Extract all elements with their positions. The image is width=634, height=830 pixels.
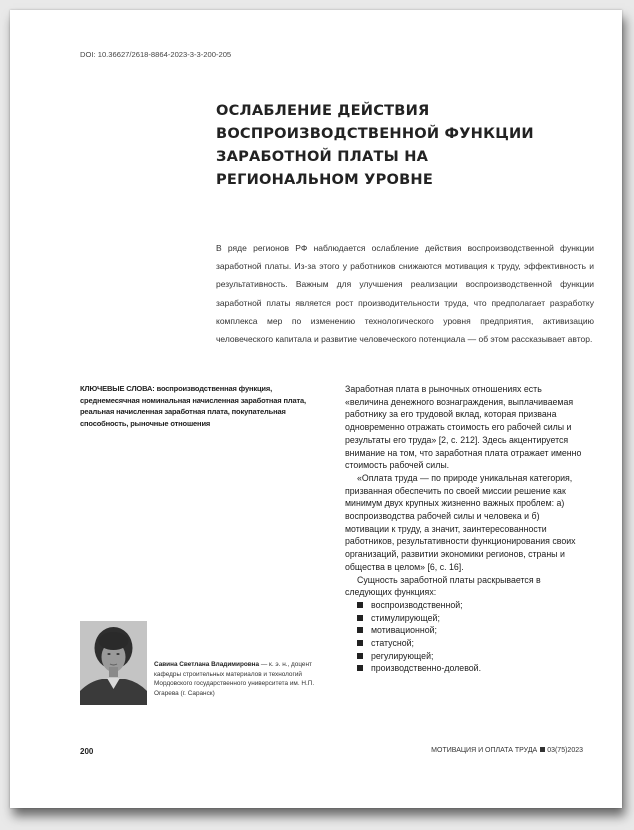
journal-page	[10, 10, 622, 808]
bullet-square-icon	[357, 665, 363, 671]
keywords-text: воспроизводственная функция, среднемесячная номинальная начисленная заработная плата, реальная начисленная заработная плата, покупательная способность, рыночные отношения	[80, 384, 306, 428]
author-photo	[80, 621, 147, 705]
list-item: воспроизводственной;	[357, 599, 583, 612]
list-item: стимулирующей;	[357, 612, 583, 625]
body-paragraph-2: «Оплата труда — по природе уникальная категория, призванная обеспечить по своей миссии решение как минимум двух крупных жизненно важных проблем: а) воспроизводства рабочей силы и человека и б) мотивации к труду, а значит, заинтересованности работников, результативности функционирования своих организаций, развитии экономики регионов, страны и общества в целом» [6, с. 16].	[345, 472, 576, 572]
page-number: 200	[80, 747, 94, 756]
list-item: мотивационной;	[357, 624, 583, 637]
square-separator-icon	[540, 747, 545, 752]
bullet-square-icon	[357, 627, 363, 633]
bullet-square-icon	[357, 640, 363, 646]
author-portrait-image	[80, 621, 147, 705]
list-item: статусной;	[357, 637, 583, 650]
functions-list	[345, 599, 583, 675]
body-paragraph-3: Сущность заработной платы раскрывается в следующих функциях:	[345, 574, 541, 598]
bullet-square-icon	[357, 653, 363, 659]
journal-issue: 03(75)2023	[547, 747, 583, 754]
keywords-block	[80, 383, 330, 429]
journal-name: МОТИВАЦИЯ И ОПЛАТА ТРУДА	[431, 747, 538, 754]
keywords-label: КЛЮЧЕВЫЕ СЛОВА:	[80, 384, 155, 393]
abstract: В ряде регионов РФ наблюдается ослабление действия воспроизводственной функции заработной платы. Из-за этого у работников снижаются мотивация к труду, эффективность и результативность. Важным для улучшения реализации воспроизводственной функции заработной платы является рост производительности труда, что предполагает разработку комплекса мер по изменению технологического уровня предприятия, активизацию человеческого капитала и развитие человеческого потенциала — об этом рассказывает автор.	[216, 243, 594, 345]
author-info	[154, 660, 334, 698]
list-item: производственно-долевой.	[357, 662, 583, 675]
list-item: регулирующей;	[357, 650, 583, 663]
journal-footer	[431, 747, 583, 754]
body-paragraph-1: Заработная плата в рыночных отношениях есть «величина денежного вознаграждения, выплачиваемая работнику за его трудовой вклад, которая призвана одновременно отражать стоимость его рабочей силы и результаты его труда» [2, с. 212]. Здесь акцентируется внимание на том, что заработная плата отражает именно стоимость рабочей силы.	[345, 384, 582, 471]
author-name: Савина Светлана Владимировна	[154, 661, 260, 668]
author-bio: — к. э. н., доцент кафедры строительных материалов и технологий Мордовского государственного университета им. Н.П. Огарева (г. Саранск)	[154, 661, 315, 697]
bullet-square-icon	[357, 615, 363, 621]
body-column	[345, 383, 583, 675]
doi-line: DOI: 10.36627/2618-8864-2023-3-3-200-205	[80, 50, 232, 59]
article-title: ОСЛАБЛЕНИЕ ДЕЙСТВИЯ ВОСПРОИЗВОДСТВЕННОЙ ФУНКЦИИ ЗАРАБОТНОЙ ПЛАТЫ НА РЕГИОНАЛЬНОМ УРОВНЕ	[216, 102, 534, 188]
bullet-square-icon	[357, 602, 363, 608]
